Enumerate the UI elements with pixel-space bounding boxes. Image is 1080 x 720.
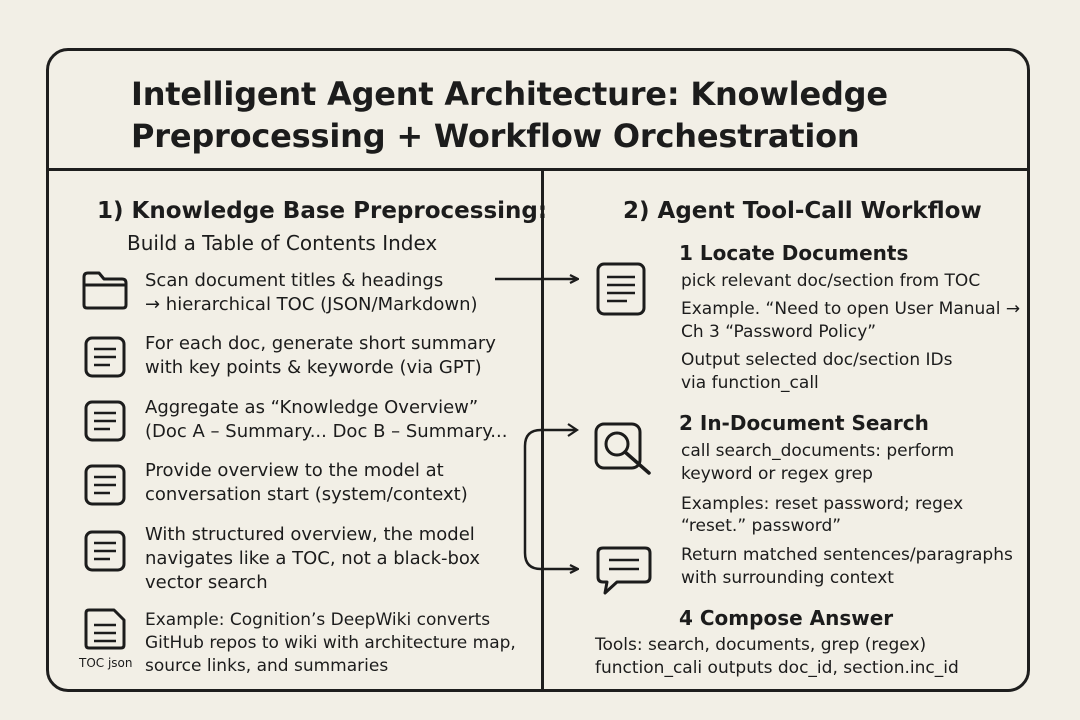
- step-search-title: 2 In-Document Search: [679, 411, 929, 435]
- left-column-heading: 1) Knowledge Base Preprocessing:: [97, 198, 548, 224]
- arrow-overlay: [49, 51, 1030, 692]
- diagram-frame: [46, 48, 1030, 692]
- title-line-2: Preprocessing + Workflow Orchestration: [131, 117, 860, 155]
- step-locate-line: via function_call: [681, 373, 819, 393]
- step-locate-line: Output selected doc/section IDs: [681, 350, 953, 370]
- arrow-loop-bracket: [525, 430, 577, 569]
- left-item-overview-line: Provide overview to the model at: [145, 460, 444, 481]
- step-locate-line: pick relevant doc/section from TOC: [681, 271, 981, 291]
- left-item-overview-line: conversation start (system/context): [145, 484, 468, 505]
- left-item-aggregate-line: (Doc A – Summary... Doc B – Summary...: [145, 421, 508, 442]
- left-item-example-line: source links, and summaries: [145, 656, 389, 676]
- step-compose-line: function_cali outputs doc_id, section.inc_id: [595, 658, 959, 678]
- left-item-navigate-line: navigates like a TOC, not a black-box: [145, 548, 481, 569]
- left-item-summary-line: with key points & keyworde (via GPT): [145, 357, 482, 378]
- step-search-line: call search_documents: perform: [681, 441, 955, 461]
- step-locate-title: 1 Locate Documents: [679, 241, 909, 265]
- right-column-heading: 2) Agent Tool-Call Workflow: [623, 198, 982, 224]
- step-compose-title: 4 Compose Answer: [679, 606, 894, 630]
- left-item-scan-line: → hierarchical TOC (JSON/Markdown): [145, 294, 478, 315]
- left-item-scan-line: Scan document titles & headings: [145, 270, 444, 291]
- title-line-1: Intelligent Agent Architecture: Knowledge: [131, 75, 888, 113]
- left-item-navigate-line: With structured overview, the model: [145, 524, 475, 545]
- step-search-line: Return matched sentences/paragraphs: [681, 545, 1013, 565]
- step-search-line: Examples: reset password; regex: [681, 494, 964, 514]
- left-item-example-line: GitHub repos to wiki with architecture map,: [145, 633, 516, 653]
- left-item-navigate-line: vector search: [145, 572, 268, 593]
- left-column-subheading: Build a Table of Contents Index: [127, 231, 438, 255]
- step-search-line: keyword or regex grep: [681, 464, 873, 484]
- toc-json-label: TOC json: [79, 656, 133, 670]
- left-item-aggregate-line: Aggregate as “Knowledge Overview”: [145, 397, 479, 418]
- step-compose-line: Tools: search, documents, grep (regex): [595, 635, 927, 655]
- left-item-example-line: Example: Cognition’s DeepWiki converts: [145, 610, 491, 630]
- step-search-line: “reset.” password”: [681, 516, 842, 536]
- step-search-line: with surrounding context: [681, 568, 894, 588]
- left-item-summary-line: For each doc, generate short summary: [145, 333, 496, 354]
- step-locate-line: Ch 3 “Password Policy”: [681, 322, 877, 342]
- step-locate-line: Example. “Need to open User Manual →: [681, 299, 1021, 319]
